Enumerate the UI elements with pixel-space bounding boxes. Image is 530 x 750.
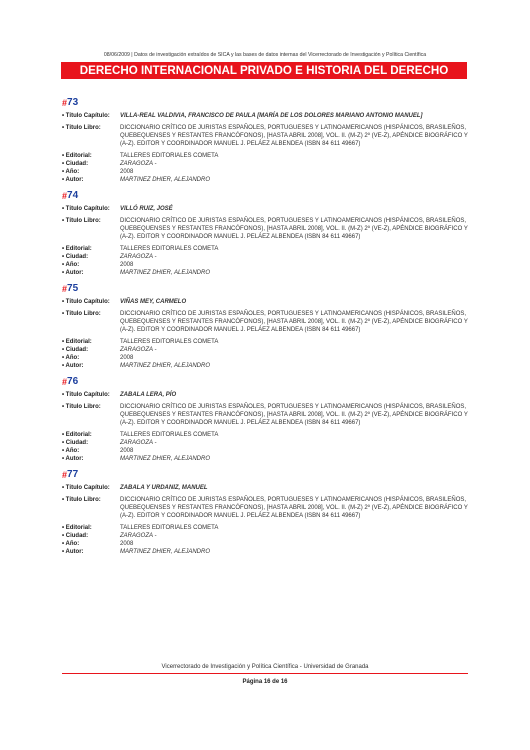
book-title-label: • Título Libro: <box>62 125 101 131</box>
year-label: • Año: <box>62 169 80 175</box>
record-item <box>62 96 472 184</box>
record-item <box>62 375 472 463</box>
author-value: MARTINEZ DHIER, ALEJANDRO <box>120 549 211 555</box>
city-value: ZARAGOZA - <box>120 440 157 446</box>
publisher-label: • Editorial: <box>62 432 92 438</box>
author-value: MARTINEZ DHIER, ALEJANDRO <box>120 177 211 183</box>
field-publisher <box>62 245 472 253</box>
field-chapter-title <box>62 391 472 399</box>
field-city <box>62 253 472 261</box>
publisher-value: TALLERES EDITORIALES COMETA <box>120 153 219 159</box>
book-title-value: DICCIONARIO CRÍTICO DE JURISTAS ESPAÑOLES, PORTUGUESES Y LATINOAMERICANOS (HISPÁNICOS, BRASILEÑOS, QUEBEQUENSES Y RESTANTES FRANCÓFONOS), [HASTA ABRIL 2008], VOL. II. (M-Z) 2º (VE-Z), APÉNDICE BIOGRÁFICO Y (A-Z). EDITOR Y COORDINADOR MANUEL J. PELÁEZ ALBENDEA (ISBN 84 611 49667) <box>120 404 468 426</box>
chapter-title-value: VILLÓ RUIZ, JOSÉ <box>120 206 173 212</box>
book-title-label: • Título Libro: <box>62 404 101 410</box>
record-hash: # <box>62 470 68 480</box>
city-label: • Ciudad: <box>62 161 89 167</box>
record-number <box>62 189 472 201</box>
field-chapter-title <box>62 112 472 120</box>
field-author <box>62 176 472 184</box>
field-publisher <box>62 431 472 439</box>
record-item <box>62 282 472 370</box>
city-value: ZARAGOZA - <box>120 347 157 353</box>
city-value: ZARAGOZA - <box>120 161 157 167</box>
publisher-value: TALLERES EDITORIALES COMETA <box>120 432 219 438</box>
field-publisher <box>62 524 472 532</box>
book-title-value: DICCIONARIO CRÍTICO DE JURISTAS ESPAÑOLES, PORTUGUESES Y LATINOAMERICANOS (HISPÁNICOS, BRASILEÑOS, QUEBEQUENSES Y RESTANTES FRANCÓFONOS), [HASTA ABRIL 2008], VOL. II. (M-Z) 2º (VE-Z), APÉNDICE BIOGRÁFICO Y (A-Z). EDITOR Y COORDINADOR MANUEL J. PELÁEZ ALBENDEA (ISBN 84 611 49667) <box>120 218 468 240</box>
publisher-value: TALLERES EDITORIALES COMETA <box>120 246 219 252</box>
report-date-header: 08/06/2009 | Datos de investigación extraídos de SICA y las bases de datos internas del Vicerrectorado de Investigación y Política Científica <box>103 52 427 58</box>
record-item <box>62 468 472 556</box>
author-value: MARTINEZ DHIER, ALEJANDRO <box>120 270 211 276</box>
chapter-title-label: • Título Capítulo: <box>62 113 110 119</box>
field-year <box>62 540 472 548</box>
field-publisher <box>62 338 472 346</box>
author-label: • Autor: <box>62 270 84 276</box>
field-book-title <box>62 496 472 520</box>
record-hash: # <box>62 191 68 201</box>
year-label: • Año: <box>62 448 80 454</box>
record-number <box>62 375 472 387</box>
field-year <box>62 168 472 176</box>
author-label: • Autor: <box>62 549 84 555</box>
book-title-value: DICCIONARIO CRÍTICO DE JURISTAS ESPAÑOLES, PORTUGUESES Y LATINOAMERICANOS (HISPÁNICOS, BRASILEÑOS, QUEBEQUENSES Y RESTANTES FRANCÓFONOS), [HASTA ABRIL 2008], VOL. II. (M-Z) 2º (VE-Z), APÉNDICE BIOGRÁFICO Y (A-Z). EDITOR Y COORDINADOR MANUEL J. PELÁEZ ALBENDEA (ISBN 84 611 49667) <box>120 497 468 519</box>
publisher-value: TALLERES EDITORIALES COMETA <box>120 525 219 531</box>
year-value: 2008 <box>120 355 134 361</box>
field-book-title <box>62 217 472 241</box>
author-label: • Autor: <box>62 456 84 462</box>
field-city <box>62 160 472 168</box>
city-label: • Ciudad: <box>62 254 89 260</box>
chapter-title-value: ZABALA LERA, PÍO <box>120 392 177 398</box>
record-number-value: 74 <box>67 190 79 201</box>
city-label: • Ciudad: <box>62 347 89 353</box>
year-value: 2008 <box>120 169 134 175</box>
year-value: 2008 <box>120 448 134 454</box>
chapter-title-label: • Título Capítulo: <box>62 299 110 305</box>
city-value: ZARAGOZA - <box>120 254 157 260</box>
publisher-label: • Editorial: <box>62 246 92 252</box>
year-value: 2008 <box>120 541 134 547</box>
field-book-title <box>62 403 472 427</box>
field-year <box>62 261 472 269</box>
book-title-value: DICCIONARIO CRÍTICO DE JURISTAS ESPAÑOLES, PORTUGUESES Y LATINOAMERICANOS (HISPÁNICOS, BRASILEÑOS, QUEBEQUENSES Y RESTANTES FRANCÓFONOS), [HASTA ABRIL 2008], VOL. II. (M-Z) 2º (VE-Z), APÉNDICE BIOGRÁFICO Y (A-Z). EDITOR Y COORDINADOR MANUEL J. PELÁEZ ALBENDEA (ISBN 84 611 49667) <box>120 311 468 333</box>
publisher-label: • Editorial: <box>62 339 92 345</box>
field-chapter-title <box>62 205 472 213</box>
city-label: • Ciudad: <box>62 440 89 446</box>
field-author <box>62 269 472 277</box>
field-author <box>62 455 472 463</box>
record-number-value: 73 <box>67 97 79 108</box>
record-hash: # <box>62 98 68 108</box>
city-label: • Ciudad: <box>62 533 89 539</box>
field-city <box>62 346 472 354</box>
record-number-value: 77 <box>67 469 79 480</box>
field-chapter-title <box>62 484 472 492</box>
field-author <box>62 362 472 370</box>
book-title-value: DICCIONARIO CRÍTICO DE JURISTAS ESPAÑOLES, PORTUGUESES Y LATINOAMERICANOS (HISPÁNICOS, BRASILEÑOS, QUEBEQUENSES Y RESTANTES FRANCÓFONOS), [HASTA ABRIL 2008], VOL. II. (M-Z) 2º (VE-Z), APÉNDICE BIOGRÁFICO Y (A-Z). EDITOR Y COORDINADOR MANUEL J. PELÁEZ ALBENDEA (ISBN 84 611 49667) <box>120 125 468 147</box>
department-title-banner: DERECHO INTERNACIONAL PRIVADO E HISTORIA DEL DERECHO <box>61 62 467 79</box>
field-chapter-title <box>62 298 472 306</box>
field-publisher <box>62 152 472 160</box>
field-city <box>62 532 472 540</box>
chapter-title-label: • Título Capítulo: <box>62 206 110 212</box>
author-value: MARTINEZ DHIER, ALEJANDRO <box>120 363 211 369</box>
publisher-value: TALLERES EDITORIALES COMETA <box>120 339 219 345</box>
field-author <box>62 548 472 556</box>
author-value: MARTINEZ DHIER, ALEJANDRO <box>120 456 211 462</box>
field-year <box>62 447 472 455</box>
records-list <box>62 96 472 561</box>
record-hash: # <box>62 284 68 294</box>
city-value: ZARAGOZA - <box>120 533 157 539</box>
book-title-label: • Título Libro: <box>62 218 101 224</box>
author-label: • Autor: <box>62 363 84 369</box>
year-value: 2008 <box>120 262 134 268</box>
record-hash: # <box>62 377 68 387</box>
field-book-title <box>62 310 472 334</box>
publisher-label: • Editorial: <box>62 153 92 159</box>
chapter-title-value: ZABALA Y URDANIZ, MANUEL <box>120 485 208 491</box>
record-number <box>62 282 472 294</box>
book-title-label: • Título Libro: <box>62 497 101 503</box>
field-city <box>62 439 472 447</box>
record-item <box>62 189 472 277</box>
record-number-value: 76 <box>67 376 79 387</box>
chapter-title-label: • Título Capítulo: <box>62 392 110 398</box>
year-label: • Año: <box>62 541 80 547</box>
year-label: • Año: <box>62 355 80 361</box>
year-label: • Año: <box>62 262 80 268</box>
record-number-value: 75 <box>67 283 79 294</box>
chapter-title-value: VILLA-REAL VALDIVIA, FRANCISCO DE PAULA [MARÍA DE LOS DOLORES MARIANO ANTONIO MANUEL] <box>120 113 423 119</box>
publisher-label: • Editorial: <box>62 525 92 531</box>
page-number: Página 16 de 16 <box>242 679 288 685</box>
author-label: • Autor: <box>62 177 84 183</box>
chapter-title-value: VIÑAS MEY, CARMELO <box>120 299 187 305</box>
footer-institution: Vicerrectorado de Investigación y Política Científica - Universidad de Granada <box>161 664 369 670</box>
chapter-title-label: • Título Capítulo: <box>62 485 110 491</box>
record-number <box>62 96 472 108</box>
field-year <box>62 354 472 362</box>
field-book-title <box>62 124 472 148</box>
book-title-label: • Título Libro: <box>62 311 101 317</box>
record-number <box>62 468 472 480</box>
footer-divider <box>62 673 468 674</box>
